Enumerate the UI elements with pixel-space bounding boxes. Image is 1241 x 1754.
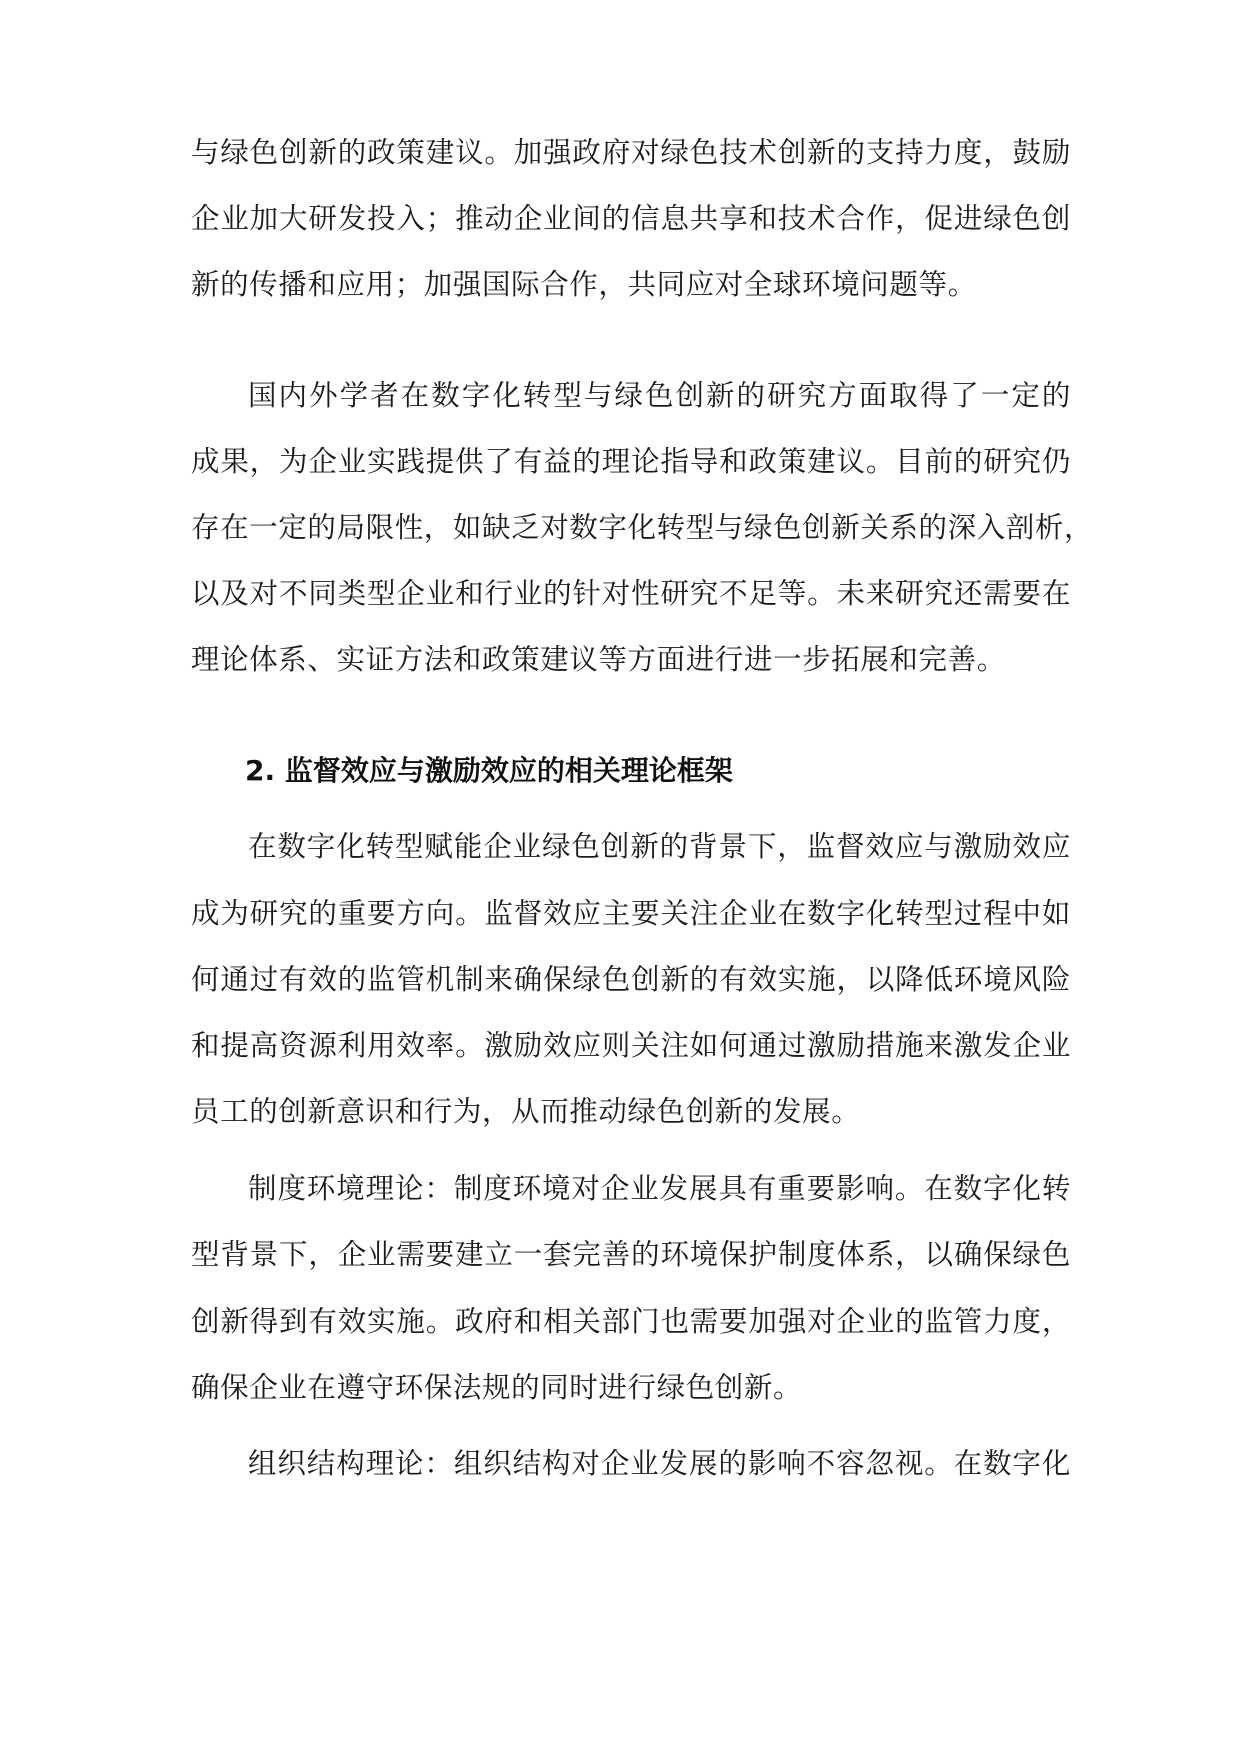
- paragraph-line: 组织结构理论：组织结构对企业发展的影响不容忽视。在数字化: [248, 1447, 1071, 1480]
- paragraph-line: 成为研究的重要方向。监督效应主要关注企业在数字化转型过程中如: [191, 897, 1071, 930]
- paragraph-line: 企业加大研发投入；推动企业间的信息共享和技术合作，促进绿色创: [191, 202, 1071, 235]
- paragraph-line: 制度环境理论：制度环境对企业发展具有重要影响。在数字化转: [248, 1172, 1071, 1205]
- paragraph-line: 以及对不同类型企业和行业的针对性研究不足等。未来研究还需要在: [191, 577, 1071, 610]
- paragraph-line: 存在一定的局限性，如缺乏对数字化转型与绿色创新关系的深入剖析，: [191, 511, 1094, 544]
- paragraph-line: 员工的创新意识和行为，从而推动绿色创新的发展。: [191, 1095, 861, 1128]
- paragraph-line: 确保企业在遵守环保法规的同时进行绿色创新。: [191, 1371, 803, 1404]
- paragraph-line: 理论体系、实证方法和政策建议等方面进行进一步拓展和完善。: [191, 643, 1006, 676]
- paragraph-line: 在数字化转型赋能企业绿色创新的背景下，监督效应与激励效应: [248, 830, 1071, 863]
- paragraph-line: 何通过有效的监管机制来确保绿色创新的有效实施，以降低环境风险: [191, 963, 1071, 996]
- paragraph-line: 和提高资源利用效率。激励效应则关注如何通过激励措施来激发企业: [191, 1029, 1071, 1062]
- paragraph-line: 国内外学者在数字化转型与绿色创新的研究方面取得了一定的: [248, 379, 1071, 412]
- section-heading: 2. 监督效应与激励效应的相关理论框架: [245, 754, 733, 787]
- paragraph-line: 与绿色创新的政策建议。加强政府对绿色技术创新的支持力度，鼓励: [191, 136, 1071, 169]
- paragraph-line: 新的传播和应用；加强国际合作，共同应对全球环境问题等。: [191, 268, 977, 301]
- paragraph-line: 成果，为企业实践提供了有益的理论指导和政策建议。目前的研究仍: [191, 445, 1071, 478]
- paragraph-line: 型背景下，企业需要建立一套完善的环境保护制度体系，以确保绿色: [191, 1238, 1071, 1271]
- paragraph-line: 创新得到有效实施。政府和相关部门也需要加强对企业的监管力度，: [191, 1305, 1071, 1338]
